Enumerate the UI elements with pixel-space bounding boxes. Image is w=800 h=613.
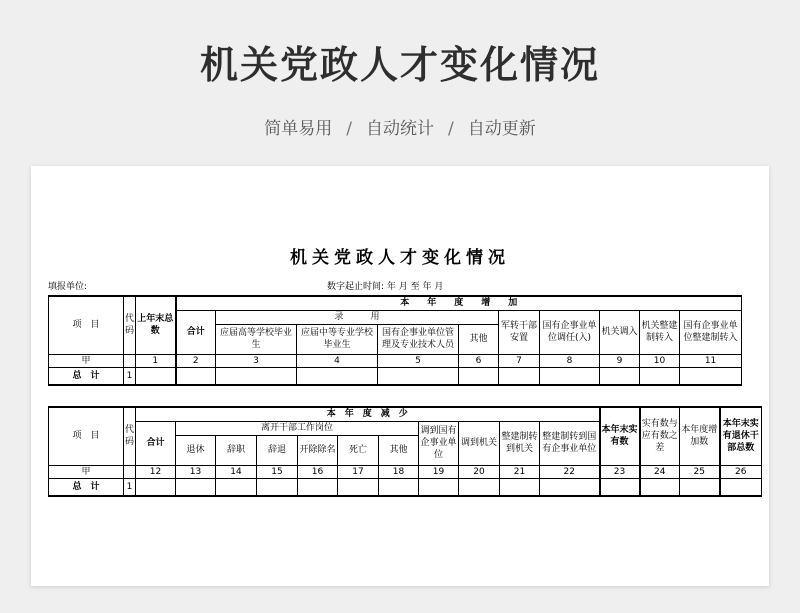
data-cell[interactable]	[257, 478, 298, 496]
increase-count-header: 本年度增加数	[680, 407, 720, 465]
col-num: 3	[216, 354, 297, 367]
to-org-header: 调到机关	[459, 421, 500, 465]
other-header: 其他	[459, 324, 499, 354]
actual-end-header: 本年末实有数	[600, 407, 640, 465]
soe-transfer-header: 国有企事业单位调任(入)	[540, 310, 600, 354]
tag-separator: /	[346, 119, 352, 139]
grad-secondary-header: 应届中等专业学校毕业生	[297, 324, 378, 354]
data-cell[interactable]	[297, 367, 378, 385]
hero-tagline	[0, 114, 800, 139]
data-cell[interactable]	[459, 367, 499, 385]
soe-staff-in-header: 国有企事业单位整建制转入	[680, 310, 742, 354]
data-cell[interactable]	[216, 367, 297, 385]
col-num: 14	[216, 465, 257, 478]
fill-unit-label: 填报单位:	[48, 282, 88, 292]
year-decrease-header: 本 年 度 减 少	[136, 407, 600, 421]
col-num: 1	[136, 354, 176, 367]
col-num: 17	[338, 465, 379, 478]
col-num: 19	[419, 465, 459, 478]
soe-staff-header: 国有企事业单位管理及专业技术人员	[378, 324, 459, 354]
code-header: 代码	[124, 296, 136, 354]
col-num: 13	[176, 465, 216, 478]
col-num: 5	[378, 354, 459, 367]
col-num: 15	[257, 465, 298, 478]
data-cell[interactable]	[378, 367, 459, 385]
hero-title: 机关党政人才变化情况	[199, 43, 600, 87]
col-num: 6	[459, 354, 499, 367]
item-header: 项 目	[49, 407, 124, 465]
org-in-header: 机关调入	[600, 310, 640, 354]
row-a-label: 甲	[49, 354, 124, 367]
code-header: 代码	[124, 407, 136, 465]
prev-year-total-header: 上年末总数	[136, 296, 176, 354]
spreadsheet-preview	[31, 166, 769, 586]
col-num: 18	[379, 465, 419, 478]
col-num: 4	[297, 354, 378, 367]
data-cell[interactable]	[540, 478, 600, 496]
to-soe-header: 调到国有企事业单位	[419, 421, 459, 465]
other-header: 其他	[379, 435, 419, 465]
row-total-code: 1	[124, 478, 136, 496]
data-cell[interactable]	[298, 478, 338, 496]
military-header: 军转干部安置	[499, 310, 540, 354]
col-num: 23	[600, 465, 640, 478]
data-cell[interactable]	[338, 478, 379, 496]
data-cell[interactable]	[720, 478, 762, 496]
leave-post-header: 离开干部工作岗位	[176, 421, 419, 435]
expelled-header: 开除除名	[298, 435, 338, 465]
date-range-label: 数字起止时间: 年 月 至 年 月	[327, 282, 444, 292]
data-cell[interactable]	[640, 367, 680, 385]
col-num: 22	[540, 465, 600, 478]
document-title: 机关党政人才变化情况	[290, 248, 510, 268]
row-a-label: 甲	[49, 465, 124, 478]
row-total-label: 总 计	[49, 367, 124, 385]
retire-header: 退休	[176, 435, 216, 465]
data-cell[interactable]	[680, 367, 742, 385]
diff-header: 实有数与应有数之差	[640, 407, 680, 465]
col-num: 20	[459, 465, 500, 478]
year-increase-header: 本 年 度 增 加	[176, 296, 742, 310]
resign-header: 辞职	[216, 435, 257, 465]
grad-college-header: 应届高等学校毕业生	[216, 324, 297, 354]
data-cell[interactable]	[540, 367, 600, 385]
dismissed-header: 辞退	[257, 435, 298, 465]
col-num: 9	[600, 354, 640, 367]
col-num: 12	[136, 465, 176, 478]
data-cell[interactable]	[136, 478, 176, 496]
row-total-label: 总 计	[49, 478, 124, 496]
col-num: 10	[640, 354, 680, 367]
org-to-soe-header: 整建制转到国有企事业单位	[540, 421, 600, 465]
col-num: 21	[500, 465, 540, 478]
data-cell[interactable]	[680, 478, 720, 496]
data-cell[interactable]	[176, 367, 216, 385]
org-staff-in-header: 机关整建制转入	[640, 310, 680, 354]
tag-auto-stats: 自动统计	[366, 119, 434, 139]
data-cell[interactable]	[379, 478, 419, 496]
col-num: 24	[640, 465, 680, 478]
tag-easy: 简单易用	[264, 119, 333, 139]
data-cell[interactable]	[640, 478, 680, 496]
col-num: 8	[540, 354, 600, 367]
data-cell[interactable]	[600, 367, 640, 385]
data-cell[interactable]	[500, 478, 540, 496]
col-num: 25	[680, 465, 720, 478]
data-cell[interactable]	[499, 367, 540, 385]
death-header: 死亡	[338, 435, 379, 465]
col-num: 11	[680, 354, 742, 367]
data-cell[interactable]	[600, 478, 640, 496]
data-cell[interactable]	[419, 478, 459, 496]
increase-table	[48, 295, 742, 386]
row-total-code: 1	[124, 367, 136, 385]
data-cell[interactable]	[459, 478, 500, 496]
total-header: 合计	[136, 421, 176, 465]
retired-total-header: 本年末实有退休干部总数	[720, 407, 762, 465]
col-num: 26	[720, 465, 762, 478]
data-cell[interactable]	[136, 367, 176, 385]
tag-auto-update: 自动更新	[467, 119, 536, 139]
recruit-header: 录 用	[216, 310, 499, 324]
decrease-table	[48, 406, 762, 497]
col-num: 7	[499, 354, 540, 367]
org-to-org-header: 整建制转到机关	[500, 421, 540, 465]
col-num: 2	[176, 354, 216, 367]
item-header: 项 目	[49, 296, 124, 354]
col-num: 16	[298, 465, 338, 478]
tag-separator: /	[448, 119, 454, 139]
data-cell[interactable]	[176, 478, 216, 496]
total-header: 合计	[176, 310, 216, 354]
data-cell[interactable]	[216, 478, 257, 496]
